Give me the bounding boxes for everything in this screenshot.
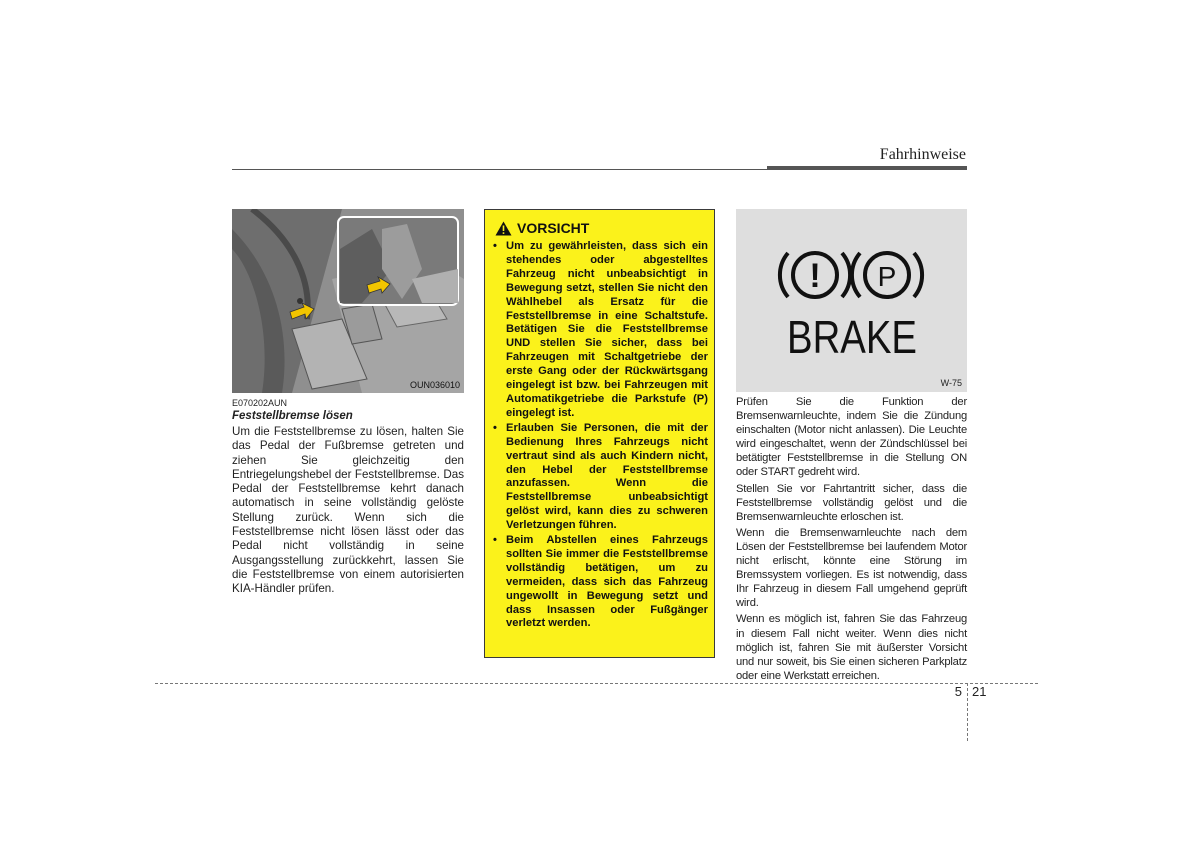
warning-item [493,422,708,533]
bullet: • [493,240,497,252]
chapter-number: 5 [954,684,962,699]
doc-code: E070202AUN [232,398,288,408]
subheading: Feststellbremse lösen [232,410,353,422]
exclamation-symbol: ! [809,257,821,295]
warning-item-text: Erlauben Sie Personen, die mit der Bedienung Ihres Fahrzeugs nicht vertraut sind als auch Kindern nicht, den Hebel der Feststellbremse anzufassen. Wenn die Feststellbremse unbeabsichtigt gelöst wird, kann dies zu schweren Verletzungen führen. [506,421,708,532]
warning-title: VORSICHT [517,220,590,236]
brake-indicator-panel [736,209,967,392]
warning-item-text: Um zu gewährleisten, dass sich ein stehendes oder abgestelltes Fahrzeug nicht unbeabsichtigt in Bewegung setzt, stellen Sie nicht den Wählhebel als Ersatz für die Feststellbremse in eine Schaltstufe. Betätigen Sie die Feststellbremse UND stellen Sie sicher, dass bei Fahrzeugen mit Schaltgetriebe der erste Gang oder der Rückwärtsgang eingelegt ist bzw. bei Fahrzeugen mit Automatikgetriebe die Parkstufe (P) eingelegt ist. [506,240,708,419]
warning-box [484,209,715,658]
section-title: Fahrhinweise [879,146,966,163]
bullet: • [493,534,497,547]
pedal-illustration [232,209,464,393]
paragraph: Stellen Sie vor Fahrtantritt sicher, dass die Feststellbremse vollständig gelöst und die Bremsenwarnleuchte erloschen ist. [736,482,967,523]
brake-warning-light-icon [736,209,967,392]
left-body-text: Um die Feststellbremse zu lösen, halten Sie das Pedal der Fußbremse getreten und ziehen Sie gleichzeitig den Entriegelungshebel der Feststellbremse. Das Pedal der Feststellbremse kehrt danach automatisch in seine vollständig gelöste Stellung zurück. Wenn sich die Feststellbremse nicht lösen lässt oder das Pedal nicht vollständig in seine Ausgangsstellung zurückkehrt, lassen Sie die Feststellbremse von einem autorisierten KIA-Händler prüfen. [232,425,464,596]
warning-item [493,240,708,421]
paragraph: Wenn es möglich ist, fahren Sie das Fahrzeug in diesem Fall nicht weiter. Wenn dies nicht möglich ist, fahren Sie mit äußerster Vorsicht und nur soweit, bis Sie einen sicheren Parkplatz oder eine Werkstatt erreichen. [736,613,967,682]
brake-text: BRAKE [787,311,917,363]
warning-item [493,534,708,631]
brake-image-code: W-75 [940,378,962,388]
warning-triangle-icon [495,221,512,236]
page-number: 21 [972,684,987,699]
header-rule-accent [767,166,967,170]
photo-code: OUN036010 [409,380,460,390]
footer-divider [967,683,968,741]
parking-brake-pedal-photo [232,209,464,393]
footer-rule [155,683,1038,684]
warning-item-text: Beim Abstellen eines Fahrzeugs sollten Sie immer die Feststellbremse vollständig betätigen, um zu vermeiden, dass sich das Fahrzeug ungewollt in Bewegung setzt und dass Insassen oder Fußgänger verletzt werden. [506,534,708,630]
warning-list [493,240,708,632]
bullet: • [493,421,497,434]
paragraph: Prüfen Sie die Funktion der Bremsenwarnleuchte, indem Sie die Zündung einschalten (Motor nicht anlassen). Die Leuchte wird eingeschaltet, wenn der Zündschlüssel bei betätigter Feststellbremse in die Stellung ON oder START gedreht wird. [736,396,967,479]
paragraph: Wenn die Bremsenwarnleuchte nach dem Lösen der Feststellbremse bei laufendem Motor nicht erlischt, könnte eine Störung im Bremssystem vorliegen. Es ist notwendig, dass Ihr Fahrzeug in diesem Fall umgehend geprüft wird. [736,526,967,610]
right-body [736,395,967,685]
parking-symbol: P [877,261,897,292]
